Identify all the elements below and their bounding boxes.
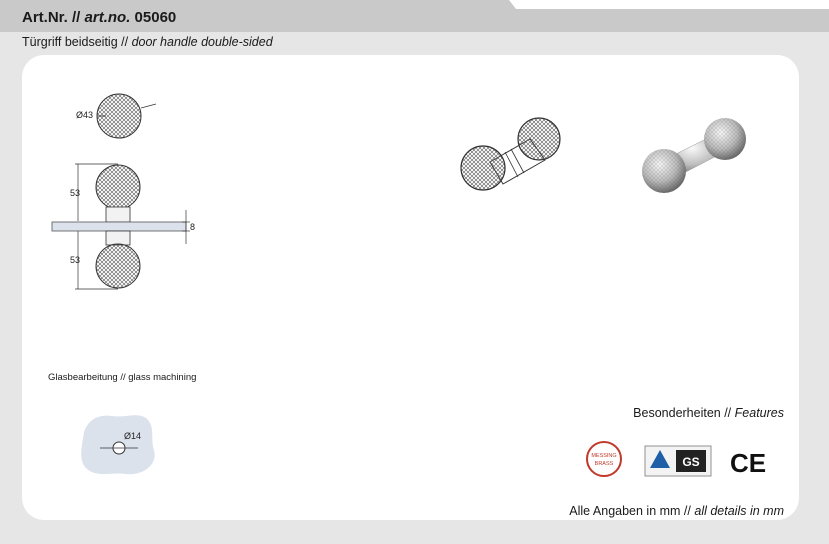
upper-neck (106, 207, 130, 222)
svg-text:GS: GS (682, 455, 700, 469)
product-photo (642, 118, 746, 193)
features-heading (633, 406, 784, 420)
subtitle-en: door handle double-sided (131, 35, 273, 49)
upper-ball (96, 165, 140, 209)
art-number: 05060 (134, 9, 177, 26)
lower-neck (106, 231, 130, 245)
glass-thickness-dimension: 8 (190, 222, 196, 232)
footer-text-en: all details in mm (694, 504, 784, 518)
badge-brass: BRASS (594, 461, 614, 467)
diameter-dimension: Ø43 (76, 110, 94, 120)
art-prefix: Art.Nr. // (22, 9, 81, 26)
features-label-de: Besonderheiten // (633, 406, 732, 420)
subtitle-de: Türgriff beidseitig // (22, 35, 129, 49)
footer-text-de: Alle Angaben in mm // (569, 504, 691, 518)
footer-note (569, 504, 784, 518)
tuv-gs-badge (645, 446, 711, 476)
art-italic: art.no. (84, 9, 131, 26)
badge-messing: MESSING (591, 453, 617, 459)
hole-diameter-dimension: Ø14 (124, 431, 142, 441)
perspective-drawing (461, 118, 560, 190)
glass-pane (52, 222, 186, 231)
svg-text:CE: CE (729, 448, 767, 478)
ce-mark (730, 448, 766, 478)
glass-machining-label: Glasbearbeitung // glass machining (48, 372, 197, 383)
lower-ball (96, 244, 140, 288)
height-bottom-dimension: 53 (70, 255, 81, 265)
features-label-en: Features (734, 406, 784, 420)
messing-brass-badge (587, 442, 621, 476)
height-top-dimension: 53 (70, 188, 81, 198)
